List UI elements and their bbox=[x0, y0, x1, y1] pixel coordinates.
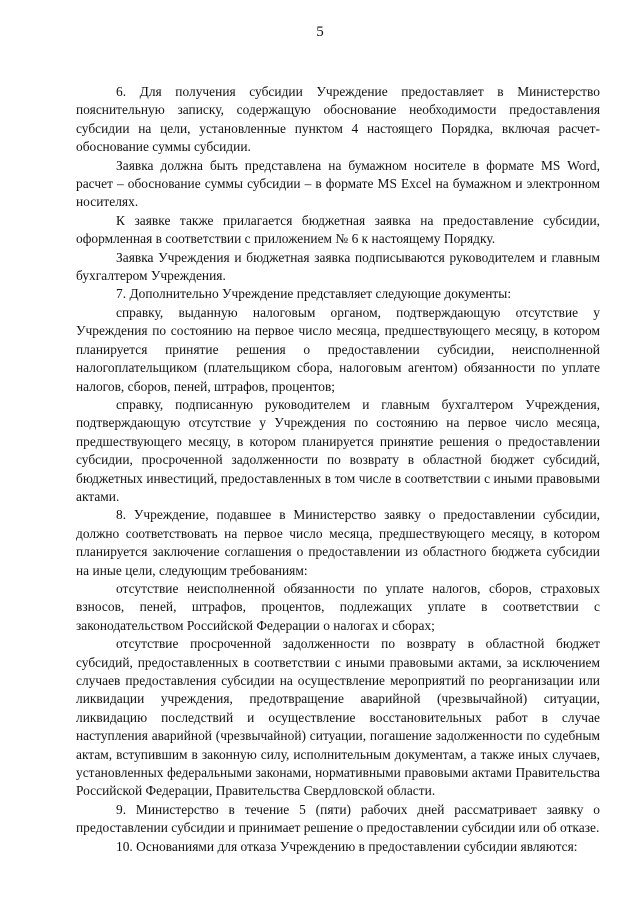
paragraph-budget-application: К заявке также прилагается бюджетная заявка на предоставление субсидии, оформленная в соответствии с приложением № 6 к настоящему Порядку. bbox=[76, 212, 600, 247]
paragraph-application-format: Заявка должна быть представлена на бумажном носителе в формате MS Word, расчет – обоснование суммы субсидии – в формате MS Excel на бумажном и электронном носителях. bbox=[76, 157, 600, 210]
page-number: 5 bbox=[316, 24, 324, 40]
paragraph-6-intro: 6. Для получения субсидии Учреждение предоставляет в Министерство пояснительную записку, содержащую обоснование необходимости предоставления субсидии на цели, установленные пунктом 4 настоящего Порядка, включая расчет-обоснование суммы субсидии. bbox=[76, 84, 600, 155]
paragraph-9-review: 9. Министерство в течение 5 (пяти) рабочих дней рассматривает заявку о предоставлении субсидии и принимает решение о предоставлении субсидии или об отказе. bbox=[76, 801, 600, 836]
paragraph-8-intro: 8. Учреждение, подавшее в Министерство заявку о предоставлении субсидии, должно соответствовать на первое число месяца, предшествующего месяцу, в котором планируется заключение соглашения о предоставлении из областного бюджета субсидии на иные цели, следующим требованиям: bbox=[76, 507, 600, 578]
paragraph-10-refusal-grounds: 10. Основаниями для отказа Учреждению в предоставлении субсидии являются: bbox=[116, 838, 578, 854]
paragraph-requirement-taxes: отсутствие неисполненной обязанности по уплате налогов, сборов, страховых взносов, пеней, штрафов, процентов, подлежащих уплате в соответствии с законодательством Российской Федерации о налогах и сборах; bbox=[76, 580, 600, 633]
paragraph-debt-certificate: справку, подписанную руководителем и главным бухгалтером Учреждения, подтверждающую отсутствие у Учреждения по состоянию на первое число месяца, предшествующего месяцу, в котором планируется принятие решения о предоставлении субсидии, просроченной задолженности по возврату в областной бюджет субсидий, бюджетных инвестиций, предоставленных в том числе в соответствии с иными правовыми актами. bbox=[76, 396, 600, 504]
paragraph-requirement-debt: отсутствие просроченной задолженности по возврату в областной бюджет субсидий, предоставленных в соответствии с иными правовыми актами, за исключением случаев предоставления субсидии на осуществление мероприятий по реорганизации или ликвидации учреждения, предотвращение аварийной (чрезвычайной) ситуации, ликвидацию последствий и осуществление восстановительных работ в случае наступления аварийной (чрезвычайной) ситуации, погашение задолженности по судебным актам, вступившим в законную силу, исполнительным документам, а также иных случаев, установленных федеральными законами, нормативными правовыми актами Правительства Российской Федерации, Правительства Свердловской области. bbox=[76, 636, 600, 799]
paragraph-signatures: Заявка Учреждения и бюджетная заявка подписываются руководителем и главным бухгалтером Учреждения. bbox=[76, 249, 600, 284]
document-body bbox=[76, 83, 600, 856]
paragraph-7-intro: 7. Дополнительно Учреждение представляет следующие документы: bbox=[116, 286, 512, 302]
paragraph-tax-certificate: справку, выданную налоговым органом, подтверждающую отсутствие у Учреждения по состоянию на первое число месяца, предшествующего месяцу, в котором планируется принятие решения о предоставлении субсидии, неисполненной налогоплательщиком (плательщиком сбора, налоговым агентом) обязанности по уплате налогов, сборов, пеней, штрафов, процентов; bbox=[76, 304, 600, 394]
